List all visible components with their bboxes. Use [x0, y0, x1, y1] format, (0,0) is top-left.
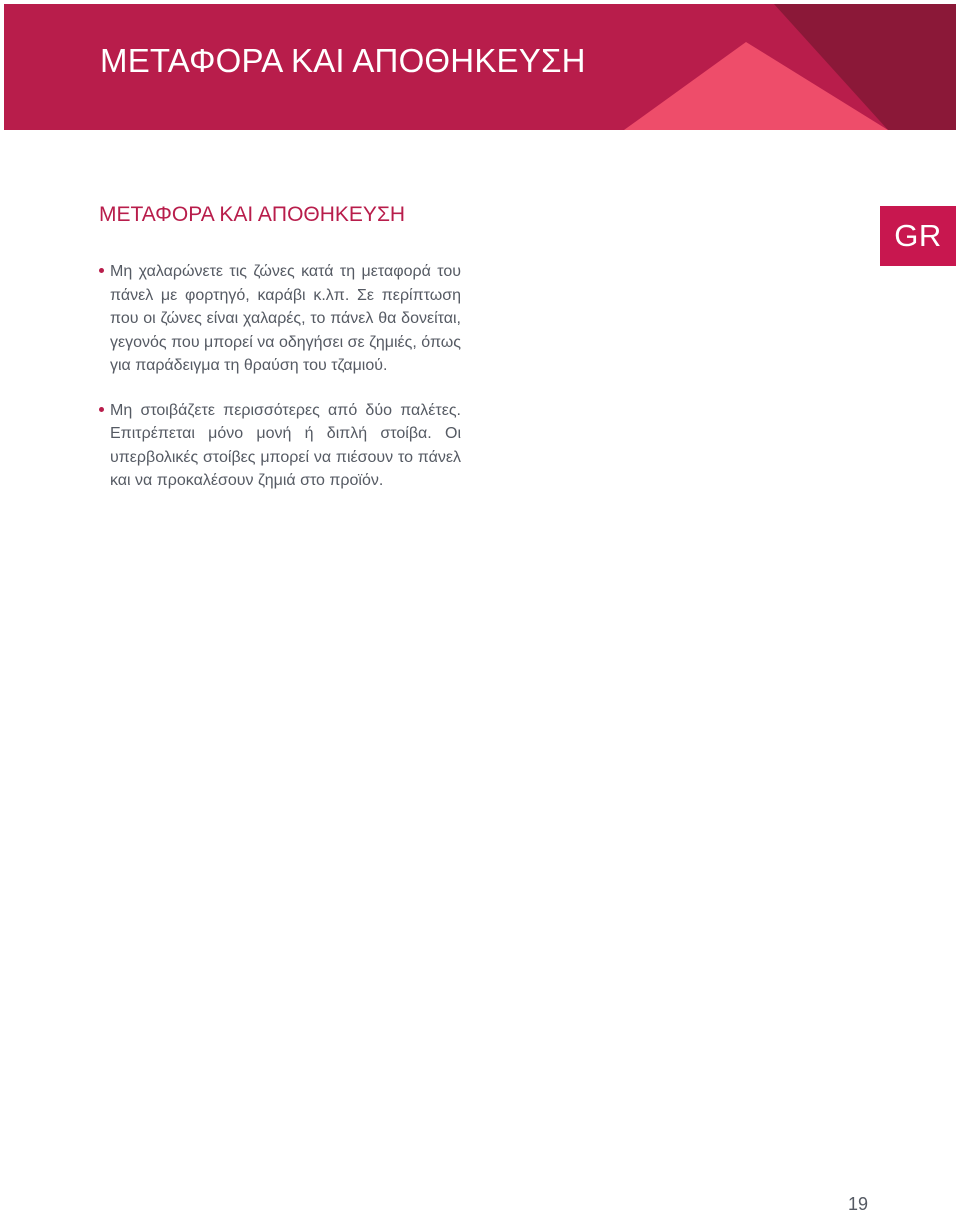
list-item: [99, 260, 461, 378]
list-item: [99, 399, 461, 493]
bullet-dot-icon: [99, 407, 104, 412]
language-tab: GR: [880, 206, 956, 266]
header-banner: [4, 4, 956, 130]
bullet-dot-icon: [99, 268, 104, 273]
instruction-list: [99, 260, 461, 493]
section-heading: ΜΕΤΑΦΟΡΑ ΚΑΙ ΑΠΟΘΗΚΕΥΣΗ: [99, 203, 406, 226]
page-number: 19: [848, 1194, 869, 1214]
list-item-text: Μη στοιβάζετε περισσότερες από δύο παλέτες. Επιτρέπεται μόνο μονή ή διπλή στοίβα. Οι υπερβολικές στοίβες μπορεί να πιέσουν το πάνελ και να προκαλέσουν ζημιά στο προϊόν.: [110, 401, 461, 489]
page-title: ΜΕΤΑΦΟΡΑ ΚΑΙ ΑΠΟΘΗΚΕΥΣΗ: [100, 42, 586, 79]
list-item-text: Μη χαλαρώνετε τις ζώνες κατά τη μεταφορά του πάνελ με φορτηγό, καράβι κ.λπ. Σε περίπτωση που οι ζώνες είναι χαλαρές, το πάνελ θα δονείται, γεγονός που μπορεί να οδηγήσει σε ζημιές, όπως για παράδειγμα τη θραύση του τζαμιού.: [110, 263, 461, 374]
